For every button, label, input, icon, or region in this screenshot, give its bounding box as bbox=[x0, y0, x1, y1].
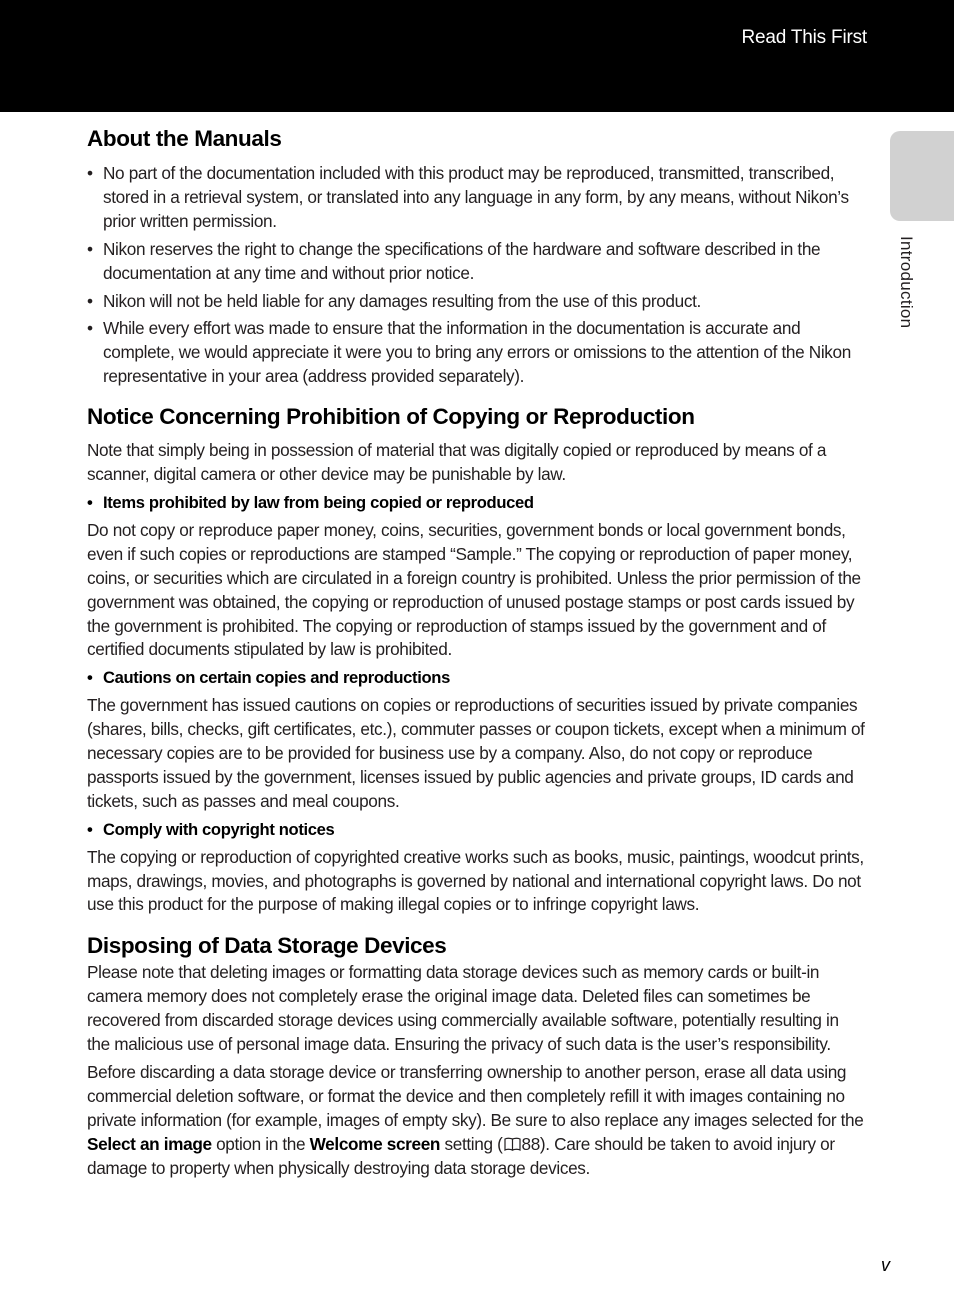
heading-about-manuals: About the Manuals bbox=[87, 126, 282, 151]
page-number: v bbox=[881, 1255, 890, 1275]
header-bar bbox=[0, 0, 954, 112]
copyright-body: The copying or reproduction of copyrighted creative works such as books, music, paintings, woodcut prints, maps, drawings, movies, and photographs is governed by national and international copyright laws. Do not use this product for the purpose of making illegal copies or to infringe copyright laws. bbox=[87, 846, 864, 915]
select-an-image-option: Select an image bbox=[87, 1133, 212, 1154]
page-content bbox=[87, 124, 865, 1185]
notice-intro: Note that simply being in possession of material that was digitally copied or reproduced by means of a scanner, digital camera or other device may be punishable by law. bbox=[87, 440, 827, 485]
list-item: • Nikon will not be held liable for any damages resulting from the use of this product. bbox=[87, 290, 865, 314]
text-run: option in the bbox=[211, 1133, 310, 1154]
disposing-para-2 bbox=[87, 1061, 865, 1181]
list-item: • No part of the documentation included with this product may be reproduced, transmitted, transcribed, stored in a retrieval system, or translated into any language in any form, by any means, without Nikon’s prior written permission. bbox=[87, 162, 865, 234]
text-run: setting ( bbox=[440, 1133, 503, 1154]
text-run: Before discarding a data storage device or transferring ownership to another person, erase all data using commercial deletion software, or format the device and then completely refill it with images containing no private information (for example, images of empty sky). Be sure to also replace any images selected for the bbox=[87, 1062, 864, 1130]
list-item: • While every effort was made to ensure that the information in the documentation is accurate and complete, we would appreciate it were you to bring any errors or omissions to the attention of the Nikon representative in your area (address provided separately). bbox=[87, 317, 865, 389]
section-title: Read This First bbox=[741, 27, 867, 48]
chapter-tab-label: Introduction bbox=[897, 236, 916, 329]
book-reference-icon bbox=[504, 1134, 521, 1148]
disposing-para-1: Please note that deleting images or formatting data storage devices such as memory cards or built-in camera memory does not completely erase the original image data. Deleted files can sometimes be recovered from discarded storage devices using commercially available software, potentially resulting in the malicious use of personal image data. Ensuring the privacy of such data is the user’s responsibility. bbox=[87, 962, 839, 1055]
subheading-cautions: • Cautions on certain copies and reproductions bbox=[87, 666, 865, 690]
welcome-screen-setting: Welcome screen bbox=[309, 1133, 441, 1154]
page-reference-link[interactable]: 88 bbox=[521, 1133, 540, 1154]
subheading-copyright: • Comply with copyright notices bbox=[87, 818, 865, 842]
heading-disposing-devices: Disposing of Data Storage Devices bbox=[87, 933, 447, 959]
chapter-tab[interactable] bbox=[890, 131, 954, 221]
heading-copying-notice: Notice Concerning Prohibition of Copying or Reproduction bbox=[87, 404, 695, 430]
about-bullet-list bbox=[87, 162, 865, 389]
list-item: • Nikon reserves the right to change the specifications of the hardware and software described in the documentation at any time and without prior notice. bbox=[87, 238, 865, 286]
subheading-prohibited-items: • Items prohibited by law from being copied or reproduced bbox=[87, 491, 865, 515]
prohibited-items-body: Do not copy or reproduce paper money, coins, securities, government bonds or local government bonds, even if such copies or reproductions are stamped “Sample.” The copying or reproduction of paper money, coins, or securities which are circulated in a foreign country is prohibited. Unless the prior permission of the government was obtained, the copying or reproduction of unused postage stamps or post cards issued by the government is prohibited. The copying or reproduction of stamps issued by the government and of certified documents stipulated by law is prohibited. bbox=[87, 519, 861, 660]
cautions-body: The government has issued cautions on copies or reproductions of securities issued by private companies (shares, bills, checks, gift certificates, etc.), commuter passes or coupon tickets, except when a minimum of necessary copies are to be provided for business use by a company. Also, do not copy or reproduce passports issued by the government, licenses issued by public agencies and private groups, ID cards and tickets, such as passes and meal coupons. bbox=[87, 695, 865, 811]
text-run: ). Care should be taken to avoid injury or damage to property when physically destroying data storage devices. bbox=[87, 1133, 835, 1178]
